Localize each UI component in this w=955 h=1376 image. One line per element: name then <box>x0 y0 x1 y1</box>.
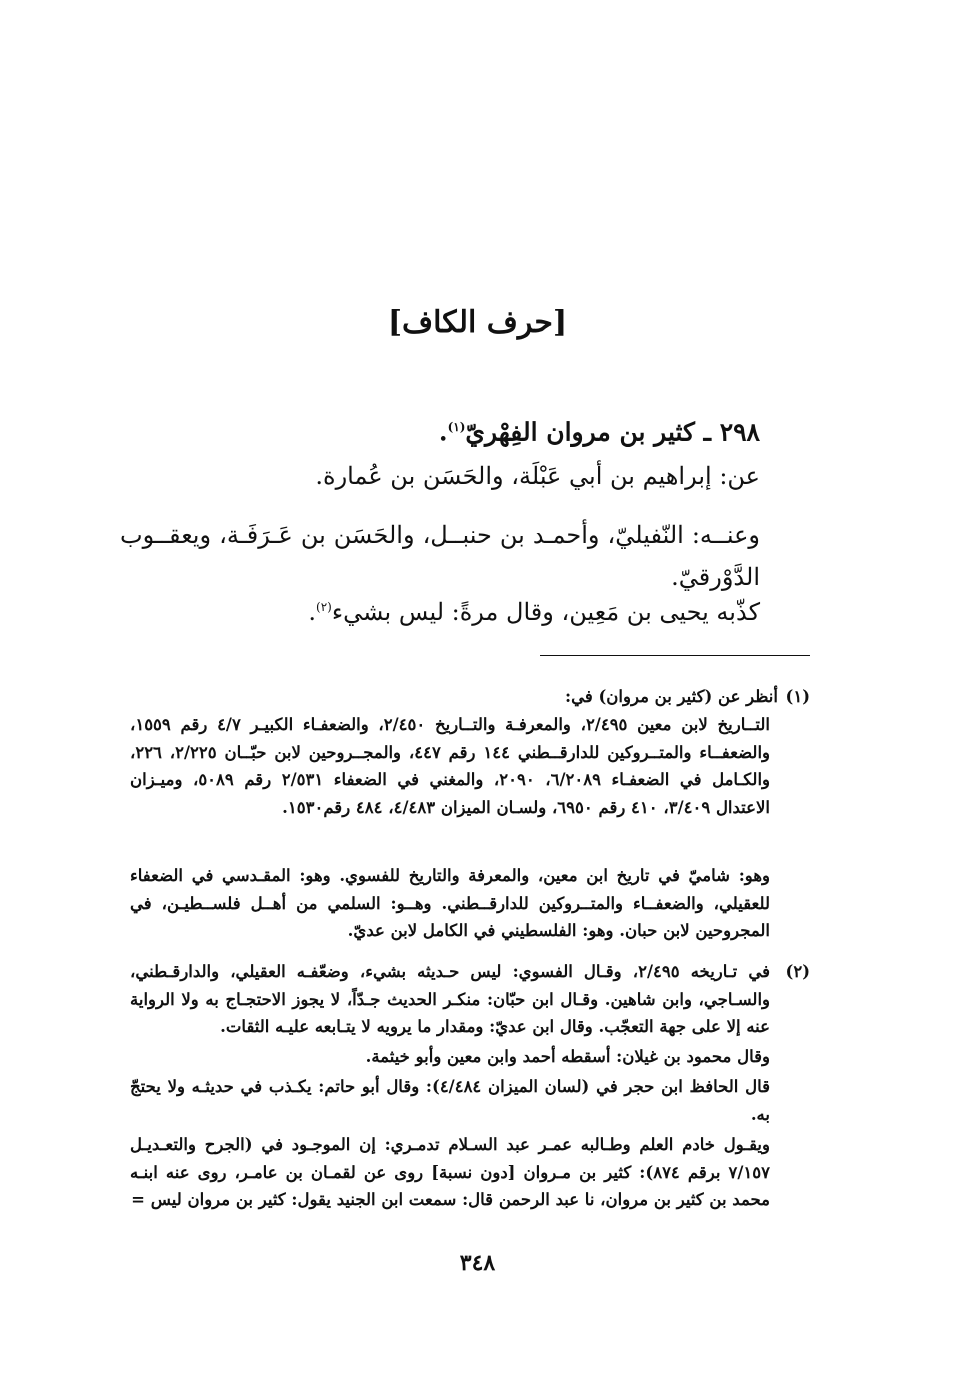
footnote-1-sources: التــاريخ لابن معين ٢/٤٩٥، والمعرفـة والتــاريخ ٢/٤٥٠، والضعفـاء الكبيـر ٤/٧ رقم ١٥٥٩، والضعفــاء والمتــروكين للدارقــطني ١٤٤ رقم ٤٤٧، والمجــروحين لابن حبّــان ٢/٢٢٥، ٢٢٦، والكـامل في الضعفـاء ٦/٢٠٨٩، ٢٠٩٠، والمغني في الضعفاء ٢/٥٣١ رقم ٥٠٨٩، وميـزان الاعتدال ٣/٤٠٩، ٤١٠ رقم ٦٩٥٠، ولسـان الميزان ٤/٤٨٣، ٤٨٤ رقم١٥٣٠. <box>130 715 770 817</box>
anhu-line: وعنــه: النّفيليّ، وأحمـد بن حنبــل، والحَسَن بن عَـرَفَـة، ويعقــوب الدَّوْرقيّ. <box>120 521 760 591</box>
footnote-1-intro <box>130 683 810 711</box>
kadhab-end: . <box>308 598 317 626</box>
footnote-1-notes: وهو: شاميّ في تاريخ ابن معين، والمعرفة والتاريخ للفسوي. وهو: المقـدسي في الضعفاء للعقيلي، والضعفــاء والمتــروكين للدارقــطني. وهــو: السلمي من أهــل فلســطيـن، في المجروحين لابن حبان. وهو: الفلسطيني في الكامل لابن عديّ. <box>130 866 770 940</box>
entry-heading-end: . <box>438 417 448 447</box>
page-number: ٣٤٨ <box>459 1250 496 1276</box>
kadhab-text: كذّبه يحيى بن مَعِين، وقال مرةً: ليس بشيء <box>331 598 760 626</box>
footnote-2-hafiz: قال الحافظ ابن حجر في (لسان الميزان ٤/٤٨٤): وقال أبو حاتم: يكـذب في حديثـه ولا يحتجّ به. <box>130 1077 770 1124</box>
footnote-divider <box>540 655 810 656</box>
an-line: عن: إبراهيم بن أبي عَبْلَة، والحَسَن بن عُمارة. <box>315 462 760 490</box>
footnote-2-number: (٢) <box>785 962 810 981</box>
chapter-title: [حرف الكاف] <box>387 305 568 340</box>
footnote-1-number: (١) <box>785 687 810 706</box>
footnote-2 <box>130 958 810 1041</box>
footnote-2-ghaylan: وقال محمود بن غيلان: أسقطه أحمد وابن معين وأبو خيثمة. <box>365 1047 770 1066</box>
kadhab-line <box>200 598 760 626</box>
entry-heading <box>200 405 760 454</box>
footnote-marker-1: (١) <box>447 420 466 434</box>
footnote-1-intro-text: أنظر عن (كثير بن مروان) في: <box>565 687 778 706</box>
footnote-2-tadmuri: ويقـول خادم العلم وطـالبه عمـر عبد السـلام تدمـري: إن الموجـود في (الجرح والتعـديـل ٧/١٥٧ برقم ٨٧٤): كثير بن مـروان [دون نسبة] روى عن لقمـان بن عامـر، روى عنه ابنـه محمد بن كثير بن مروان، نا عبد الرحمن قال: سمعت ابن الجنيد يقول: كثير بن مروان ليس = <box>130 1135 770 1209</box>
footnote-2-text: في تـاريخه ٢/٤٩٥، وقـال الفسوي: ليس حـديثه بشيء، وضعّفـه العقيلي، والدارقـطني، والسـاجي، وابن شاهين. وقـال ابن حبّان: منكـر الحديث جـدّاً، لا يجوز الاحتجـاج به ولا الرواية عنه إلا على جهة التعجّب. وقال ابن عديّ: ومقدار ما يرويه لا يتـابعه عليـه الثقات. <box>130 962 770 1036</box>
entry-heading-text: ٢٩٨ ـ كثير بن مروان الفِهْريّ <box>465 417 760 447</box>
footnote-marker-2: (٢) <box>316 600 332 614</box>
